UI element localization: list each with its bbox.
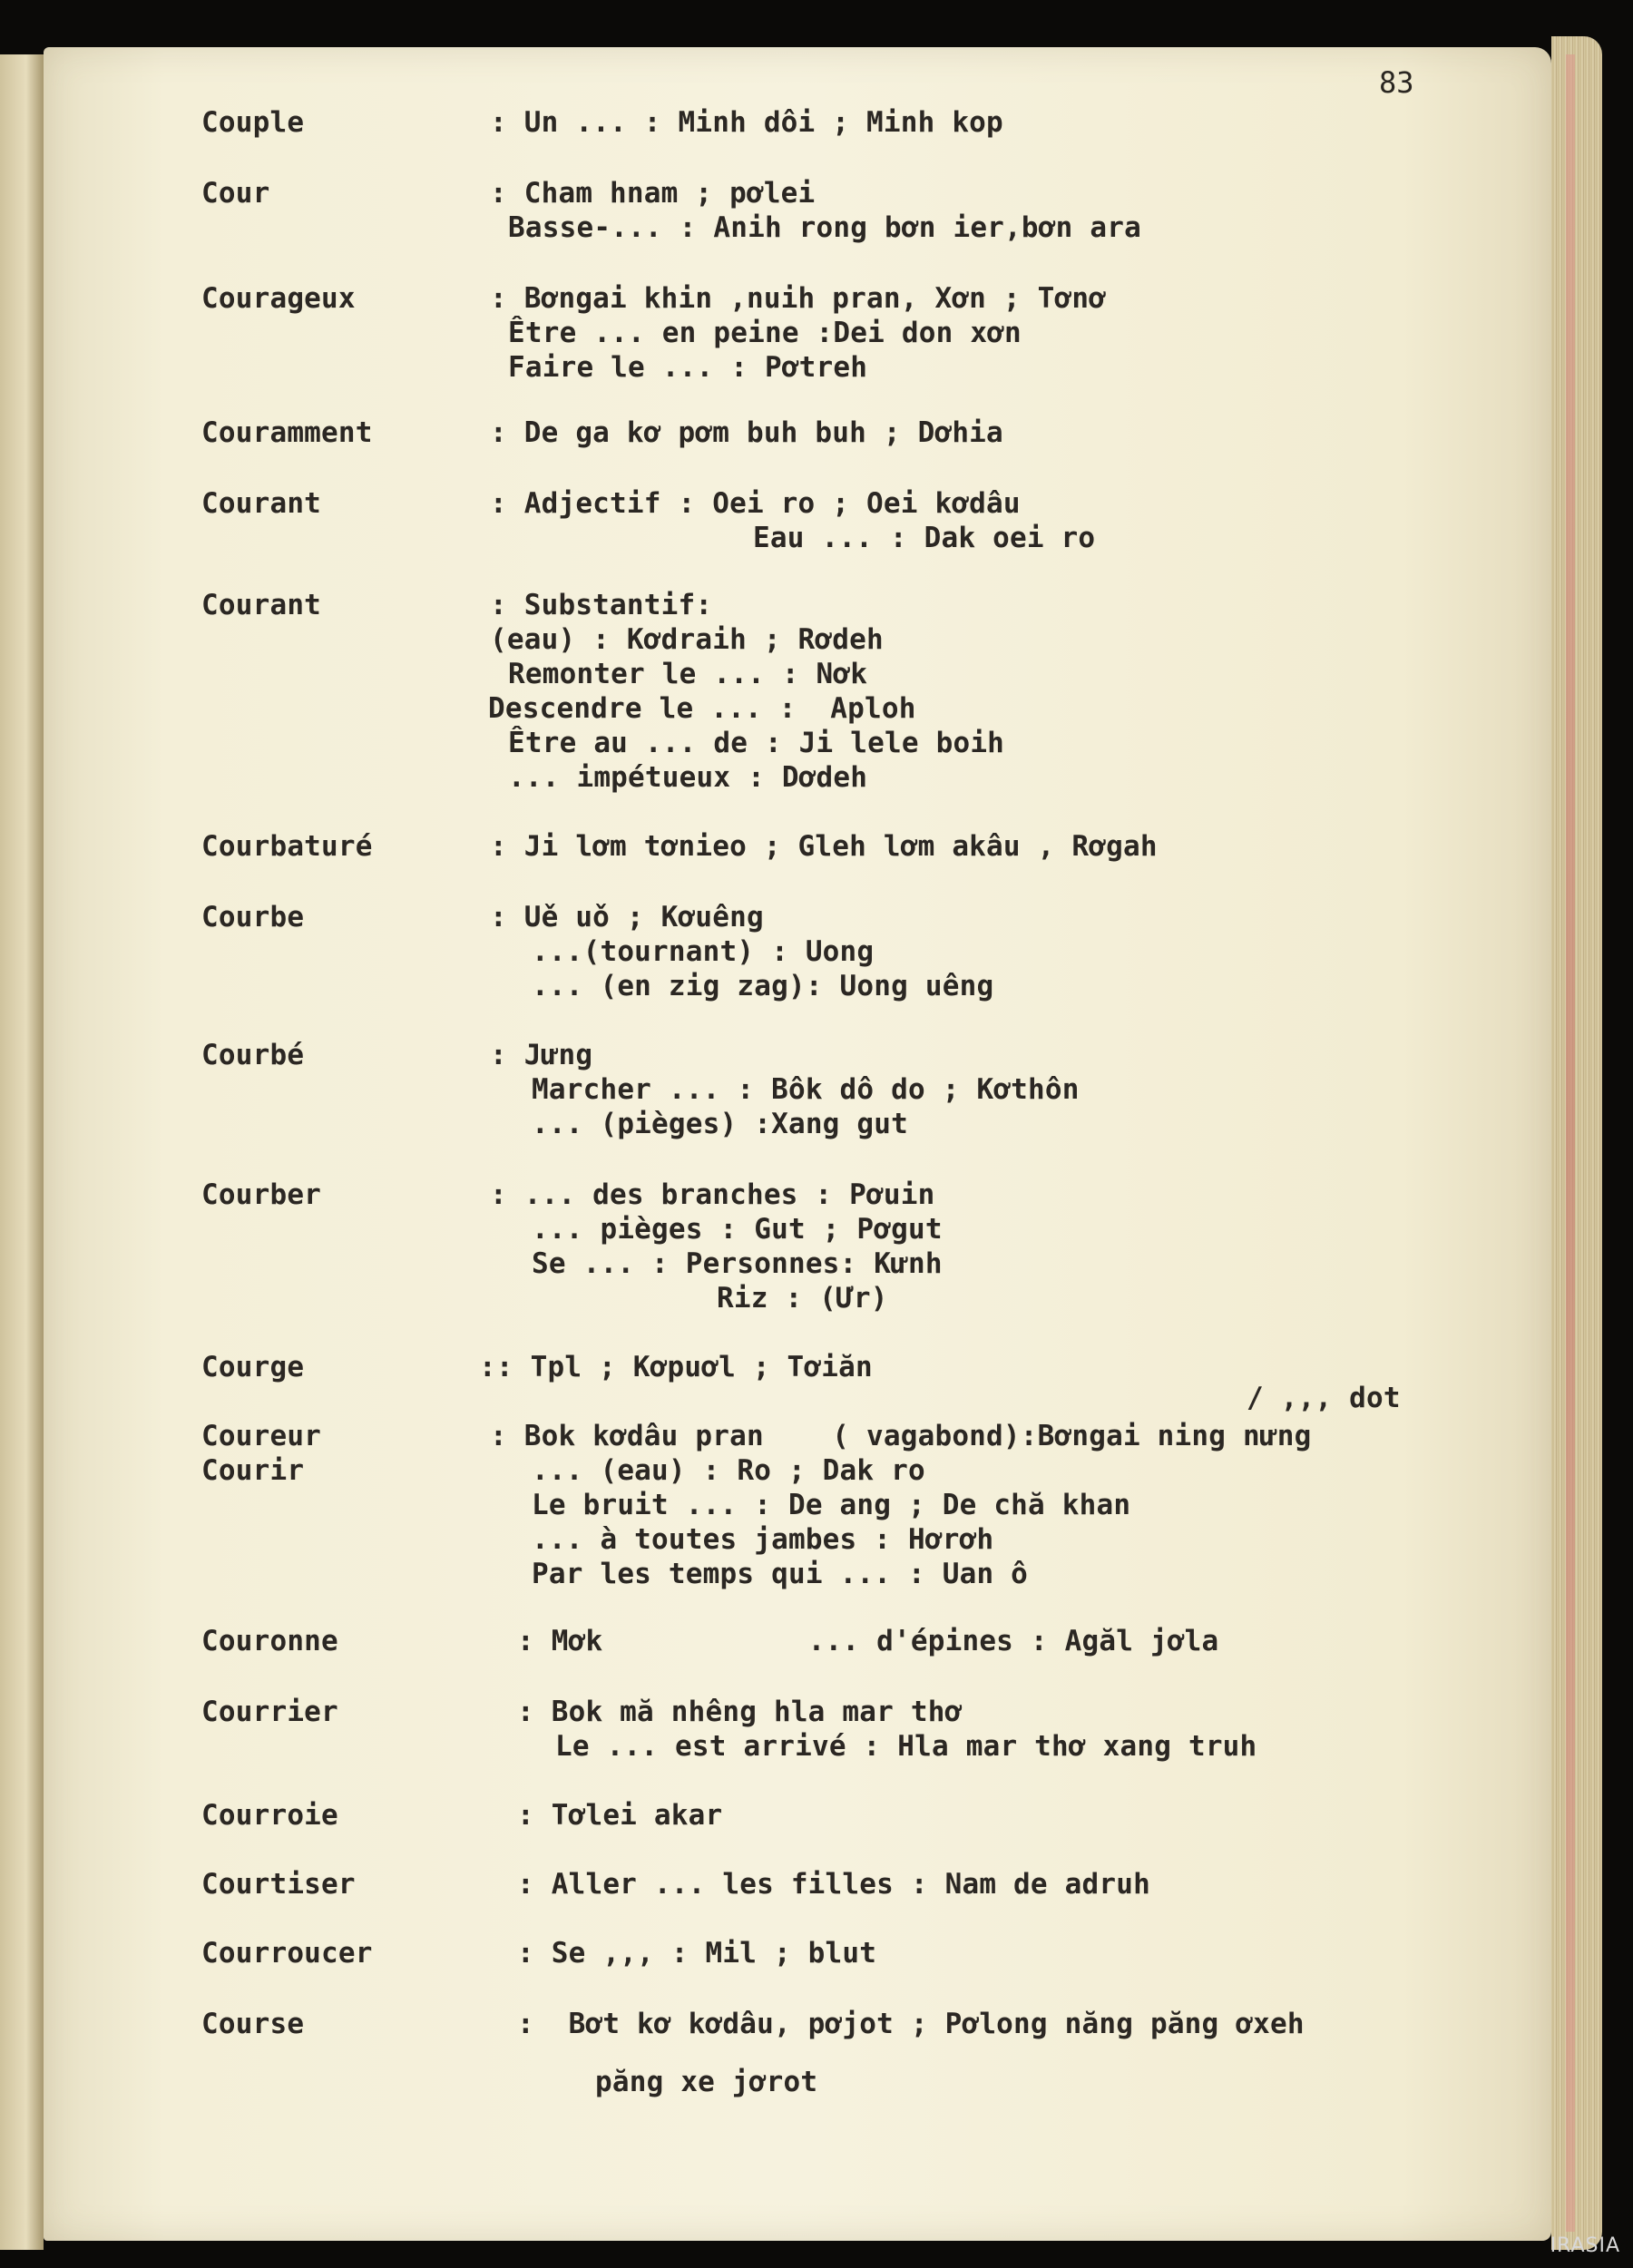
entry-definition: : De ga kơ pơm buh buh ; Dơhia (490, 416, 1003, 449)
entry-term: Course (201, 2008, 305, 2040)
entry-definition: : Uě uǒ ; Kơuêng (490, 901, 764, 934)
entry-definition: : Aller ... les filles : Nam de adruh (517, 1868, 1150, 1901)
entry-definition: : Jưng (490, 1039, 593, 1071)
entry-subentry: Être ... en peine :Dei don xơn (508, 317, 1022, 349)
entry-subentry: Descendre le ... : Aploh (488, 692, 916, 725)
entry-subentry: Riz : (Ưr) (717, 1282, 888, 1315)
entry-definition: : Cham hnam ; pơlei (490, 177, 816, 210)
entry-term: Courbé (201, 1039, 305, 1071)
entry-subentry: Le ... est arrivé : Hla mar thơ xang truh (555, 1730, 1257, 1763)
entry-subentry: Par les temps qui ... : Uan ô (532, 1558, 1029, 1590)
entry-subentry: Marcher ... : Bôk dô do ; Kơthôn (532, 1073, 1080, 1106)
entry-term: Coureur (201, 1420, 322, 1452)
entry-subentry: ... pièges : Gut ; Pơgut (532, 1213, 943, 1246)
entry-term: Couronne (201, 1625, 338, 1657)
entry-subentry: ... à toutes jambes : Hơrơh (532, 1523, 994, 1556)
entry-definition: : Substantif: (490, 589, 713, 621)
entry-definition: : Adjectif : Oei ro ; Oei kơdâu (490, 487, 1021, 520)
entry-term: Courrier (201, 1696, 338, 1728)
entry-term: Couple (201, 106, 305, 139)
entry-definition: : Bơngai khin ,nuih pran, Xơn ; Tơnơ (490, 282, 1107, 315)
entry-definition: : ... des branches : Pơuin (490, 1178, 935, 1211)
entry-subentry: Le bruit ... : De ang ; De chă khan (532, 1489, 1131, 1521)
entry-definition: : Mơk ... d'épines : Agăl jơla (517, 1625, 1219, 1657)
entry-term: Courber (201, 1178, 322, 1211)
entry-term: Courir (201, 1454, 305, 1487)
entry-subentry: ...(tournant) : Uong (532, 935, 875, 968)
entry-definition: : Tơlei akar (517, 1799, 723, 1832)
entry-subentry: ... (eau) : Ro ; Dak ro (532, 1454, 925, 1487)
entry-subentry: (eau) : Kơdraih ; Rơdeh (490, 623, 884, 656)
entry-subentry: Être au ... de : Ji lele boih (508, 727, 1005, 759)
page-number: 83 (1379, 65, 1414, 100)
entry-definition: : Ji lơm tơnieo ; Gleh lơm akâu , Rơgah (490, 830, 1158, 863)
entry-definition: : Bok mă nhêng hla mar thơ (517, 1696, 963, 1728)
entry-term: Courant (201, 487, 322, 520)
entry-term: Courroie (201, 1799, 338, 1832)
entry-definition: : Un ... : Minh dôi ; Minh kop (490, 106, 1003, 139)
entry-term: Couramment (201, 416, 373, 449)
entry-subentry: ... (en zig zag): Uong uêng (532, 970, 994, 1002)
entry-definition: : Bok kơdâu pran ( vagabond):Bơngai ning nưng (490, 1420, 1312, 1452)
entry-subentry: Basse-... : Anih rong bơn ier,bơn ara (508, 211, 1141, 244)
entry-subentry: Se ... : Personnes: Kưnh (532, 1247, 943, 1280)
entry-subentry: ... (pièges) :Xang gut (532, 1108, 908, 1140)
entry-subentry: păng xe jơrot (595, 2066, 818, 2098)
entry-term: Courbe (201, 901, 305, 934)
entry-term: Courageux (201, 282, 356, 315)
entry-subentry: ... impétueux : Dơdeh (508, 761, 868, 794)
entry-term: Courant (201, 589, 322, 621)
entry-term: Courroucer (201, 1937, 373, 1970)
handwritten-margin-note: / ,,, dot (1247, 1382, 1401, 1414)
entry-definition: : Bơt kơ kơdâu, pơjot ; Pơlong năng păng ơxeh (517, 2008, 1305, 2040)
watermark: IRASIA (1550, 2234, 1620, 2257)
entry-term: Courge (201, 1351, 305, 1383)
entry-term: Courtiser (201, 1868, 356, 1901)
entry-term: Courbaturé (201, 830, 373, 863)
entry-definition: :: Tpl ; Kơpuơl ; Tơiăn (479, 1351, 873, 1383)
entry-subentry: Eau ... : Dak oei ro (753, 522, 1096, 554)
entry-term: Cour (201, 177, 270, 210)
entry-definition: : Se ,,, : Mil ; blut (517, 1937, 877, 1970)
entry-subentry: Remonter le ... : Nơk (508, 658, 868, 690)
entry-subentry: Faire le ... : Pơtreh (508, 351, 868, 384)
